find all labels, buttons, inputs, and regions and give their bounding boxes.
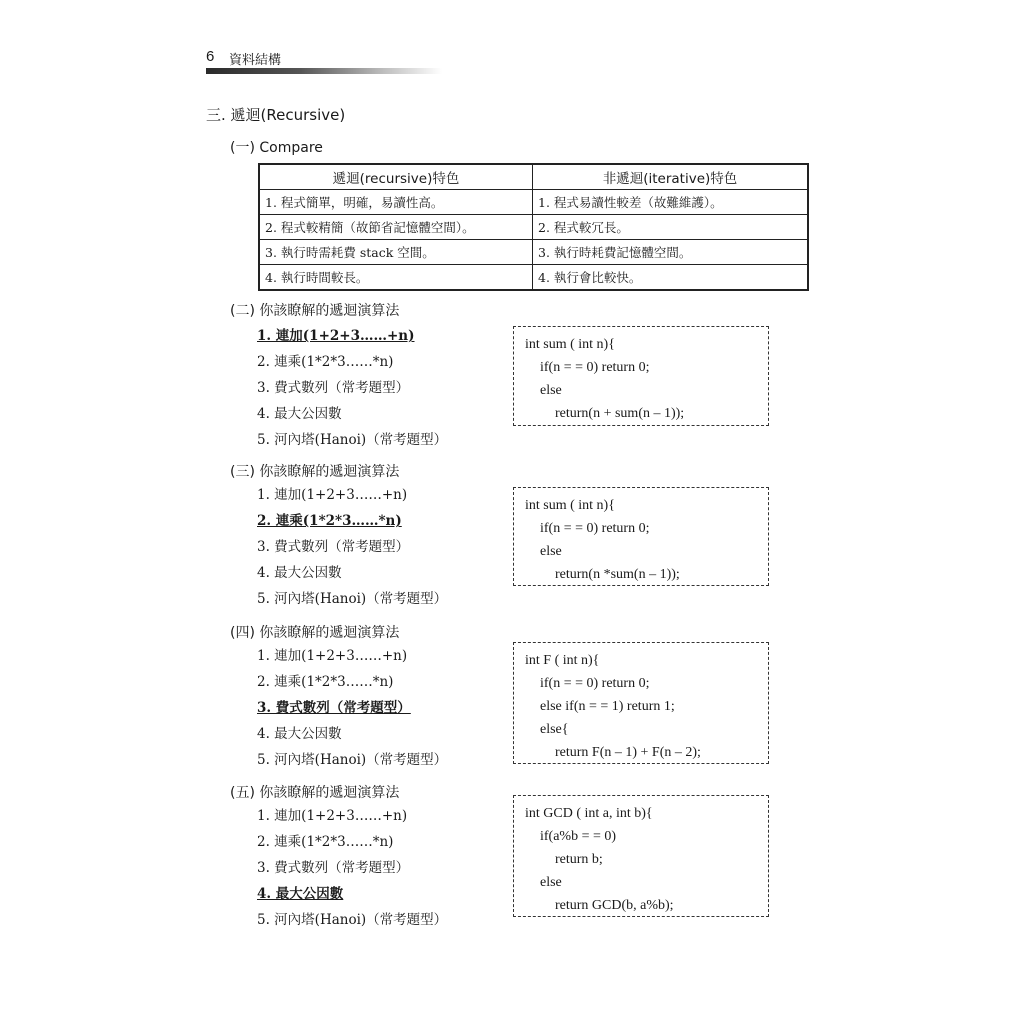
code-line: else bbox=[540, 544, 562, 559]
list-item: 3. 費式數列（常考題型） bbox=[257, 380, 410, 396]
list-item: 4. 最大公因數 bbox=[257, 886, 344, 902]
list-item: 2. 連乘(1*2*3……*n) bbox=[257, 674, 394, 690]
table-cell: 2. 程式較精簡（故節省記憶體空間）。 bbox=[259, 215, 533, 240]
code-line: int GCD ( int a, int b){ bbox=[525, 806, 653, 821]
comparison-table bbox=[258, 163, 809, 291]
list-item: 1. 連加(1+2+3……+n) bbox=[257, 808, 408, 824]
code-line: return(n *sum(n – 1)); bbox=[555, 567, 680, 582]
table-cell: 3. 執行時耗費記憶體空間。 bbox=[533, 240, 809, 265]
table-row bbox=[259, 215, 808, 240]
list-item: 2. 連乘(1*2*3……*n) bbox=[257, 354, 394, 370]
list-item: 5. 河內塔(Hanoi)（常考題型） bbox=[257, 591, 448, 607]
code-line: if(a%b = = 0) bbox=[540, 829, 617, 844]
table-cell: 3. 執行時需耗費 stack 空間。 bbox=[259, 240, 533, 265]
list-item: 3. 費式數列（常考題型） bbox=[257, 539, 410, 555]
table-row bbox=[259, 265, 808, 291]
table-cell: 1. 程式易讀性較差（故難維護）。 bbox=[533, 190, 809, 215]
code-line: else if(n = = 1) return 1; bbox=[540, 699, 675, 714]
code-box bbox=[513, 487, 769, 586]
section-title: 三. 遞迴(Recursive) bbox=[206, 106, 346, 124]
list-item: 4. 最大公因數 bbox=[257, 565, 342, 581]
list-item: 3. 費式數列（常考題型） bbox=[257, 700, 411, 716]
code-line: else bbox=[540, 383, 562, 398]
algorithm-heading: (三) 你該瞭解的遞迴演算法 bbox=[230, 464, 400, 480]
list-item: 4. 最大公因數 bbox=[257, 406, 342, 422]
code-line: else{ bbox=[540, 722, 569, 737]
algorithm-heading: (二) 你該瞭解的遞迴演算法 bbox=[230, 303, 400, 319]
list-item: 4. 最大公因數 bbox=[257, 726, 342, 742]
list-item: 1. 連加(1+2+3……+n) bbox=[257, 648, 408, 664]
list-item: 2. 連乘(1*2*3……*n) bbox=[257, 834, 394, 850]
algorithm-heading: (四) 你該瞭解的遞迴演算法 bbox=[230, 625, 400, 641]
algorithm-list bbox=[257, 482, 447, 612]
book-title: 資料結構 bbox=[229, 53, 282, 68]
code-line: return b; bbox=[555, 852, 603, 867]
list-item: 1. 連加(1+2+3……+n) bbox=[257, 328, 415, 344]
table-row bbox=[259, 240, 808, 265]
page-number: 6 bbox=[206, 48, 215, 65]
column-header: 非遞迴(iterative)特色 bbox=[533, 164, 809, 190]
list-item: 5. 河內塔(Hanoi)（常考題型） bbox=[257, 432, 448, 448]
code-box bbox=[513, 795, 769, 917]
table-cell: 4. 執行時間較長。 bbox=[259, 265, 533, 291]
table-header-row bbox=[259, 164, 808, 190]
table-cell: 1. 程式簡單，明確，易讀性高。 bbox=[259, 190, 533, 215]
list-item: 5. 河內塔(Hanoi)（常考題型） bbox=[257, 752, 448, 768]
code-line: return F(n – 1) + F(n – 2); bbox=[555, 745, 701, 760]
list-item: 1. 連加(1+2+3……+n) bbox=[257, 487, 408, 503]
code-line: return(n + sum(n – 1)); bbox=[555, 406, 685, 421]
table-cell: 2. 程式較冗長。 bbox=[533, 215, 809, 240]
list-item: 2. 連乘(1*2*3……*n) bbox=[257, 513, 402, 529]
algorithm-list bbox=[257, 803, 447, 933]
code-line: if(n = = 0) return 0; bbox=[540, 676, 650, 691]
table-row bbox=[259, 190, 808, 215]
code-line: return GCD(b, a%b); bbox=[555, 898, 674, 913]
list-item: 3. 費式數列（常考題型） bbox=[257, 860, 410, 876]
code-line: else bbox=[540, 875, 562, 890]
algorithm-list bbox=[257, 323, 447, 453]
code-line: int F ( int n){ bbox=[525, 653, 600, 668]
code-box bbox=[513, 326, 769, 426]
algorithm-heading: (五) 你該瞭解的遞迴演算法 bbox=[230, 785, 400, 801]
column-header: 遞迴(recursive)特色 bbox=[259, 164, 533, 190]
table-cell: 4. 執行會比較快。 bbox=[533, 265, 809, 291]
code-line: int sum ( int n){ bbox=[525, 498, 615, 513]
algorithm-list bbox=[257, 643, 447, 773]
code-line: int sum ( int n){ bbox=[525, 337, 615, 352]
header-gradient-bar bbox=[206, 68, 442, 74]
compare-heading: (一) Compare bbox=[230, 140, 323, 156]
code-line: if(n = = 0) return 0; bbox=[540, 360, 650, 375]
code-box bbox=[513, 642, 769, 764]
list-item: 5. 河內塔(Hanoi)（常考題型） bbox=[257, 912, 448, 928]
code-line: if(n = = 0) return 0; bbox=[540, 521, 650, 536]
